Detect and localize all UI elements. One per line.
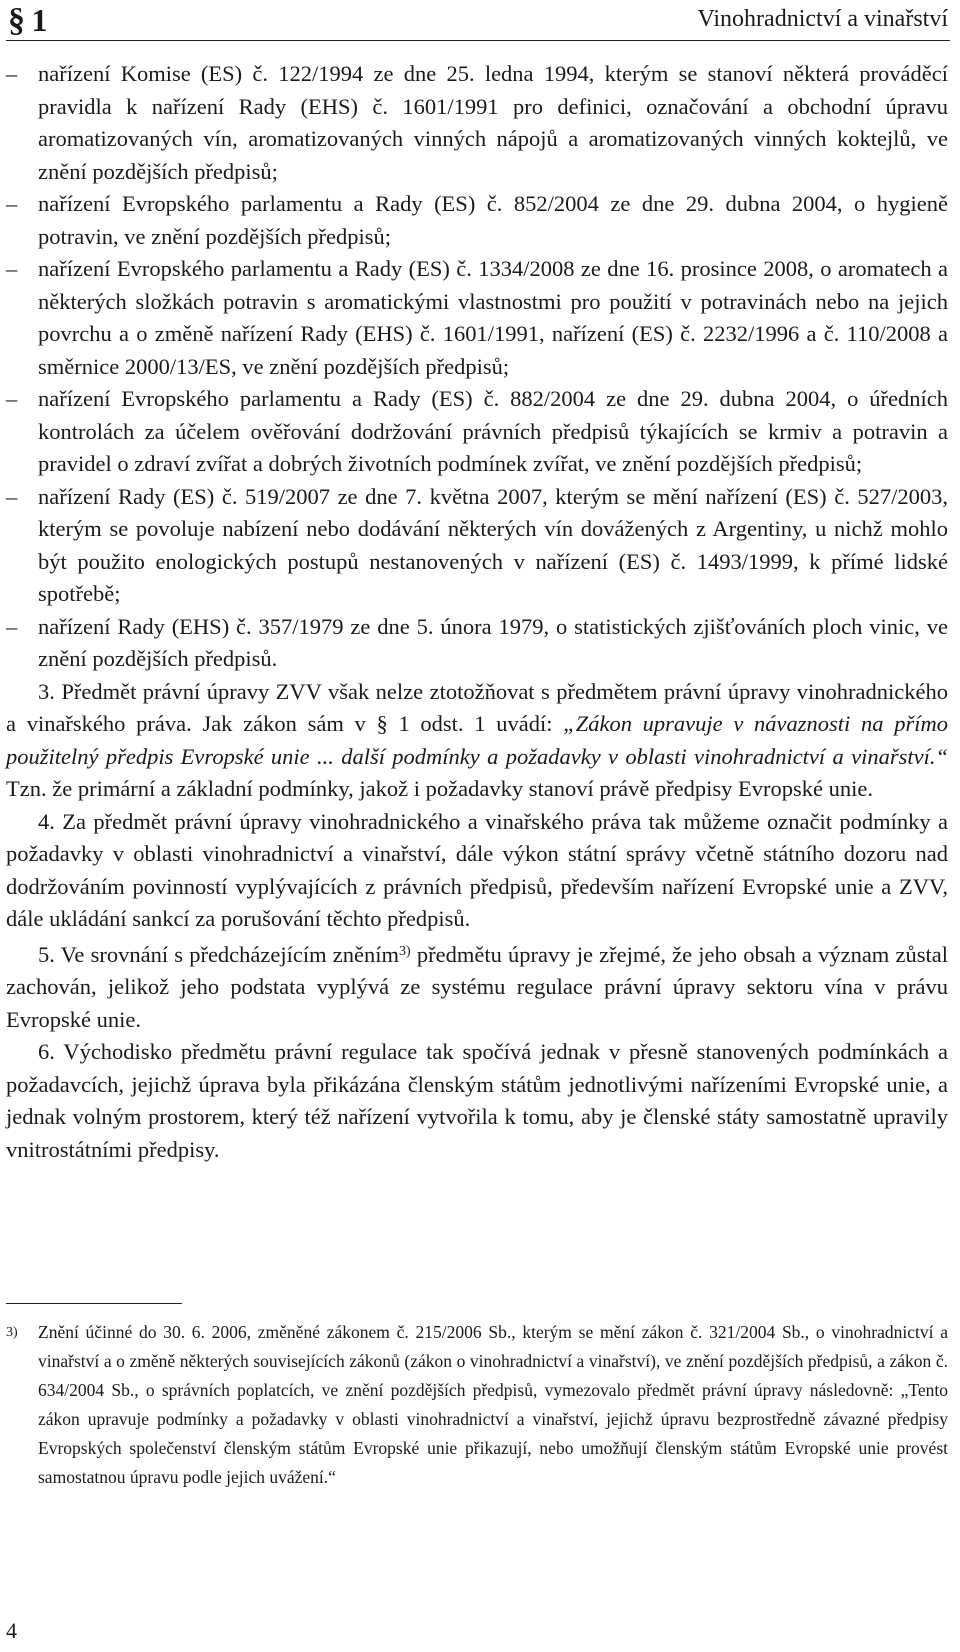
footnote-marker: 3) xyxy=(6,1325,18,1340)
list-item xyxy=(6,58,948,188)
paragraph-5 xyxy=(6,936,948,1037)
dash-bullet: – xyxy=(6,191,18,216)
list-item xyxy=(6,253,948,383)
page-header xyxy=(6,0,950,41)
dash-bullet: – xyxy=(6,386,18,411)
body-text xyxy=(6,58,948,1166)
list-item-text: nařízení Komise (ES) č. 122/1994 ze dne 25. ledna 1994, kterým se stanoví některá prováděcí pravidla k nařízení Rady (EHS) č. 1601/1991 pro definici, označování a obchodní úpravu aromatizovaných vín, aromatizovaných vinných nápojů a aromatizovaných vinných koktejlů, ve znění pozdějších předpisů; xyxy=(38,61,948,184)
paragraph-5-text: 5. Ve srovnání s předcházejícím zněním xyxy=(38,941,400,967)
page-number: 4 xyxy=(6,1618,17,1643)
dash-bullet: – xyxy=(6,61,18,86)
paragraph-3-text: 3. Předmět právní úpravy ZVV však nelze ztotožňovat s předmětem právní úpravy vinohradnického a vinařského práva. Jak zákon sám v § 1 odst. 1 uvádí: xyxy=(6,678,948,736)
footnote-separator xyxy=(6,1303,182,1304)
paragraph-3 xyxy=(6,676,948,806)
section-sign: § xyxy=(8,2,24,39)
footnote-text: Znění účinné do 30. 6. 2006, změněné zákonem č. 215/2006 Sb., kterým se mění zákon č. 321/2004 Sb., o vinohradnictví a vinařství a o změně některých souvisejících zákonů (zákon o vinohradnictví a vinařství), ve znění pozdějších předpisů, a zákon č. 634/2004 Sb., o správních poplatcích, ve znění pozdějších předpisů, vymezovalo předmět právní úpravy následovně: „Tento zákon upravuje podmínky a požadavky v oblasti vinohradnictví a vinařství, jejichž úpravu bezprostředně závazné předpisy Evropských společenství členským státům Evropské unie přikazují, nebo umožňují členským státům Evropské unie provést samostatnou úpravu podle jejich uvážení.“ xyxy=(38,1322,948,1487)
footnote xyxy=(6,1318,948,1492)
list-item-text: nařízení Evropského parlamentu a Rady (ES) č. 882/2004 ze dne 29. dubna 2004, o úředních kontrolách za účelem ověřování dodržování právních předpisů týkajících se krmiv a potravin a pravidel o zdraví zvířat a dobrých životních podmínek zvířat, ve znění pozdějších předpisů; xyxy=(38,386,948,476)
section-heading xyxy=(8,2,47,40)
statute-quote: „Zákon upravuje v návaznosti na přímo použitelný předpis Evropské unie ... další podmínky a požadavky v oblasti vinohradnictví a vinařství.“ xyxy=(6,711,948,769)
list-item-text: nařízení Rady (ES) č. 519/2007 ze dne 7. května 2007, kterým se mění nařízení (ES) č. 527/2003, kterým se povoluje nabízení nebo dodávání některých vín dovážených z Argentiny, u nichž mohlo být použito enologických postupů nestanovených v nařízení (ES) č. 1493/1999, k přímé lidské spotřebě; xyxy=(38,483,948,606)
list-item xyxy=(6,188,948,253)
dash-bullet: – xyxy=(6,483,18,509)
paragraph-4: 4. Za předmět právní úpravy vinohradnického a vinařského práva tak můžeme označit podmínky a požadavky v oblasti vinohradnictví a vinařství, dále výkon státní správy včetně státního dozoru nad dodržováním povinností vyplývajících z právních předpisů, především nařízení Evropské unie a ZVV, dále ukládání sankcí za porušování těchto předpisů. xyxy=(6,808,948,931)
list-item xyxy=(6,481,948,611)
dash-bullet: – xyxy=(6,613,18,639)
paragraph-6: 6. Východisko předmětu právní regulace tak spočívá jednak v přesně stanovených podmínkách a požadavcích, jejichž úprava byla přikázána členským státům jednotlivými nařízeními Evropské unie, a jednak volným prostorem, který též nařízení vytvořila k tomu, aby je členské státy samostatně upravily vnitrostátními předpisy. xyxy=(6,1039,948,1162)
paragraph-3-continuation: Tzn. že primární a základní podmínky, jakož i požadavky stanoví právě předpisy Evropské unie. xyxy=(6,776,874,801)
list-item xyxy=(6,611,948,676)
list-item-text: nařízení Evropského parlamentu a Rady (ES) č. 852/2004 ze dne 29. dubna 2004, o hygieně potravin, ve znění pozdějších předpisů; xyxy=(38,191,948,249)
list-item xyxy=(6,383,948,481)
list-item-text: nařízení Rady (EHS) č. 357/1979 ze dne 5. února 1979, o statistických zjišťováních ploch vinic, ve znění pozdějších předpisů. xyxy=(38,613,948,671)
footnote-reference[interactable]: 3) xyxy=(399,943,411,959)
section-number: 1 xyxy=(31,2,47,38)
list-item-text: nařízení Evropského parlamentu a Rady (ES) č. 1334/2008 ze dne 16. prosince 2008, o aromatech a některých složkách potravin s aromatickými vlastnostmi pro použití v potravinách nebo na jejich povrchu a o změně nařízení Rady (EHS) č. 1601/1991, nařízení (ES) č. 2232/1996 a č. 110/2008 a směrnice 2000/13/ES, ve znění pozdějších předpisů; xyxy=(38,256,948,379)
dash-bullet: – xyxy=(6,256,18,281)
paragraph-5-continuation: předmětu úpravy je zřejmé, že jeho obsah a význam zůstal zachován, jelikož jeho podstata vyplývá ze systému regulace právní úpravy sektoru vína v právu Evropské unie. xyxy=(6,941,948,1032)
running-title: Vinohradnictví a vinařství xyxy=(697,6,948,32)
